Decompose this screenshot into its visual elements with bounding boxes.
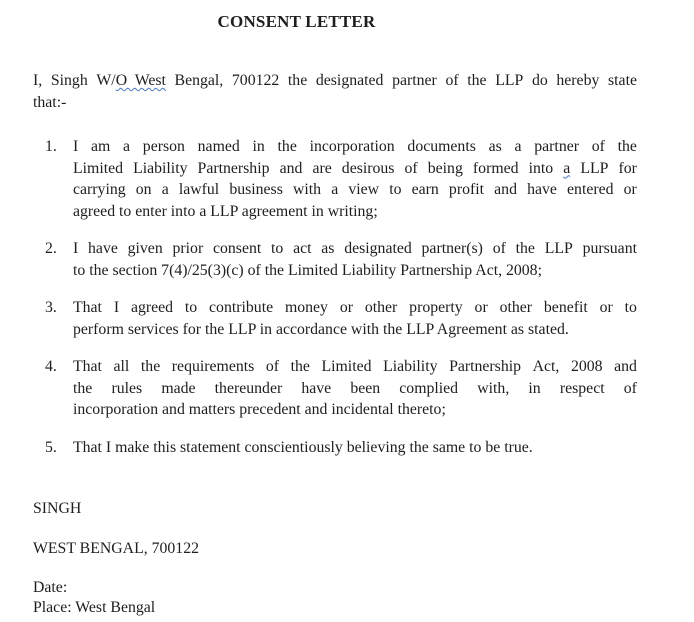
text-line: that:- [33,93,67,111]
signature-name: SINGH [33,500,82,517]
date-line: Date: [33,579,68,596]
statements-list [33,136,637,458]
list-item [33,297,637,340]
list-item [33,437,637,459]
list-item-number: 3. [45,299,57,316]
list-item-text [73,297,637,340]
text-line: Limited Liability Partnership and are desirous of being formed into a LLP for [73,159,637,177]
list-item-text [73,136,637,222]
list-item [33,136,637,222]
list-item-number: 4. [45,358,57,375]
text-line: That all the requirements of the Limited Liability Partnership Act, 2008 and [73,358,637,375]
signature-address: WEST BENGAL, 700122 [33,539,200,557]
list-item-text [73,356,637,421]
document-title: CONSENT LETTER [217,12,376,31]
text-line: carrying on a lawful business with a view to earn profit and have entered or [73,181,637,198]
text-line: I am a person named in the incorporation documents as a partner of the [73,138,637,155]
text-line: That I make this statement conscientiously believing the same to be true. [73,438,533,456]
text-line: incorporation and matters precedent and incidental thereto; [73,401,446,418]
place-line: Place: West Bengal [33,599,156,616]
list-item-number: 5. [45,438,57,456]
text-line: to the section 7(4)/25(3)(c) of the Limited Liability Partnership Act, 2008; [73,261,542,279]
grammar-squiggle: O West [115,72,166,89]
text-line: That I agreed to contribute money or other property or other benefit or to [73,299,637,316]
text-line: perform services for the LLP in accordance with the LLP Agreement as stated. [73,320,569,338]
list-item-number: 1. [45,138,57,155]
text-line: I have given prior consent to act as designated partner(s) of the LLP pursuant [73,240,637,257]
grammar-squiggle: a [563,159,571,177]
list-item [33,238,637,281]
date-place-block [33,578,694,618]
list-item [33,356,637,421]
list-item-number: 2. [45,240,57,257]
list-item-text [73,238,637,281]
text-line: agreed to enter into a LLP agreement in writing; [73,202,378,220]
list-item-text [73,437,637,459]
text-line: I, Singh W/O West Bengal, 700122 the designated partner of the LLP do hereby state [33,72,637,89]
text-line: the rules made thereunder have been complied with, in respect of [73,379,637,397]
opening-paragraph [33,70,637,113]
